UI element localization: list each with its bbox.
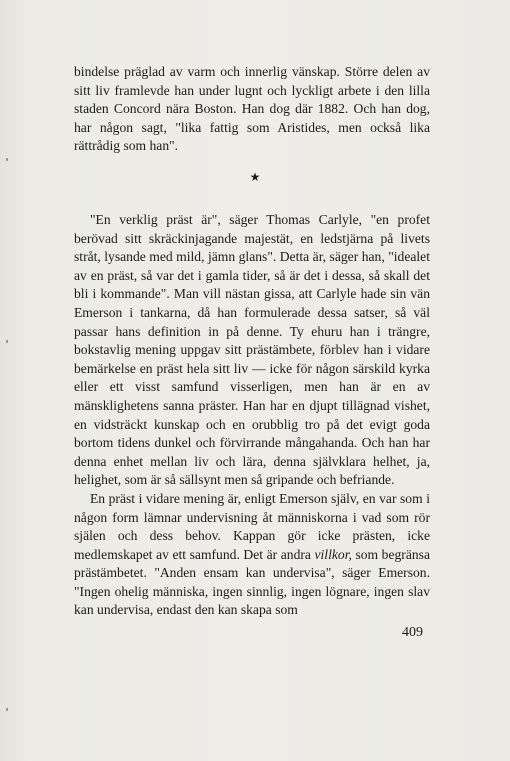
main-text-block [74,211,430,620]
margin-speck [6,708,8,711]
top-paragraph: bindelse präglad av varm och innerlig vänskap. Större delen av sitt liv framlevde han under lugnt och lyckligt arbete i den lilla staden Concord nära Boston. Han dog där 1882. Och han dog, har någon sagt, "lika fattig som Aristides, men också lika rättrådig som han". [74,64,430,154]
page-number: 409 [402,625,423,640]
top-text-block [74,63,430,156]
margin-speck [6,158,8,161]
paragraph-emerson [74,490,430,620]
emphasized-word: villkor, [314,546,352,562]
section-separator-star: ★ [249,170,261,184]
paragraph-carlyle: "En verklig präst är", säger Thomas Carlyle, "en profet berövad sitt skräckinjagande majestät, en ledstjärna på livets stråt, lysande med mild, jämn glans". Detta är, säger han, "idealet av en präst, så var det i gamla tider, så är det i dessa, så skall det bli i kommande". Man vill nästan gissa, att Carlyle hade sin vän Emerson i tankarna, då han formulerade dessa satser, så väl passar hans definition in på denne. Ty ehuru han i trängre, bokstavlig mening uppgav sitt prästämbete, förblev han i vidare bemärkelse en präst hela sitt liv — icke för någon särskild kyrka eller ett visst samfund visserligen, men han är en av mänsklighetens sanna präster. Han har en djupt tillägnad vishet, en vidsträckt kunskap och en orubblig tro på det evigt goda bortom tidens dunkel och förvirrande mångahanda. Och han har denna enhet mellan liv och lära, denna självklara helhet, ja, helighet, som är så sällsynt men så gripande och befriande. [74,212,430,488]
margin-speck [6,340,8,343]
paragraph-emerson-start: En präst i vidare mening är, enligt Emerson själv, en var som i någon form lämnar undervisning åt människorna i vad som rör själen och dess behov. Kappan gör icke prästen, icke medlemskapet av ett samfund. Det är andra [74,490,430,562]
paragraph-emerson-end: som begränsa prästämbetet. "Anden ensam kan undervisa", säger Emerson. "Ingen ohelig människa, ingen sinnlig, ingen lögnare, ingen slav kan undervisa, endast den kan skapa som [74,546,430,618]
